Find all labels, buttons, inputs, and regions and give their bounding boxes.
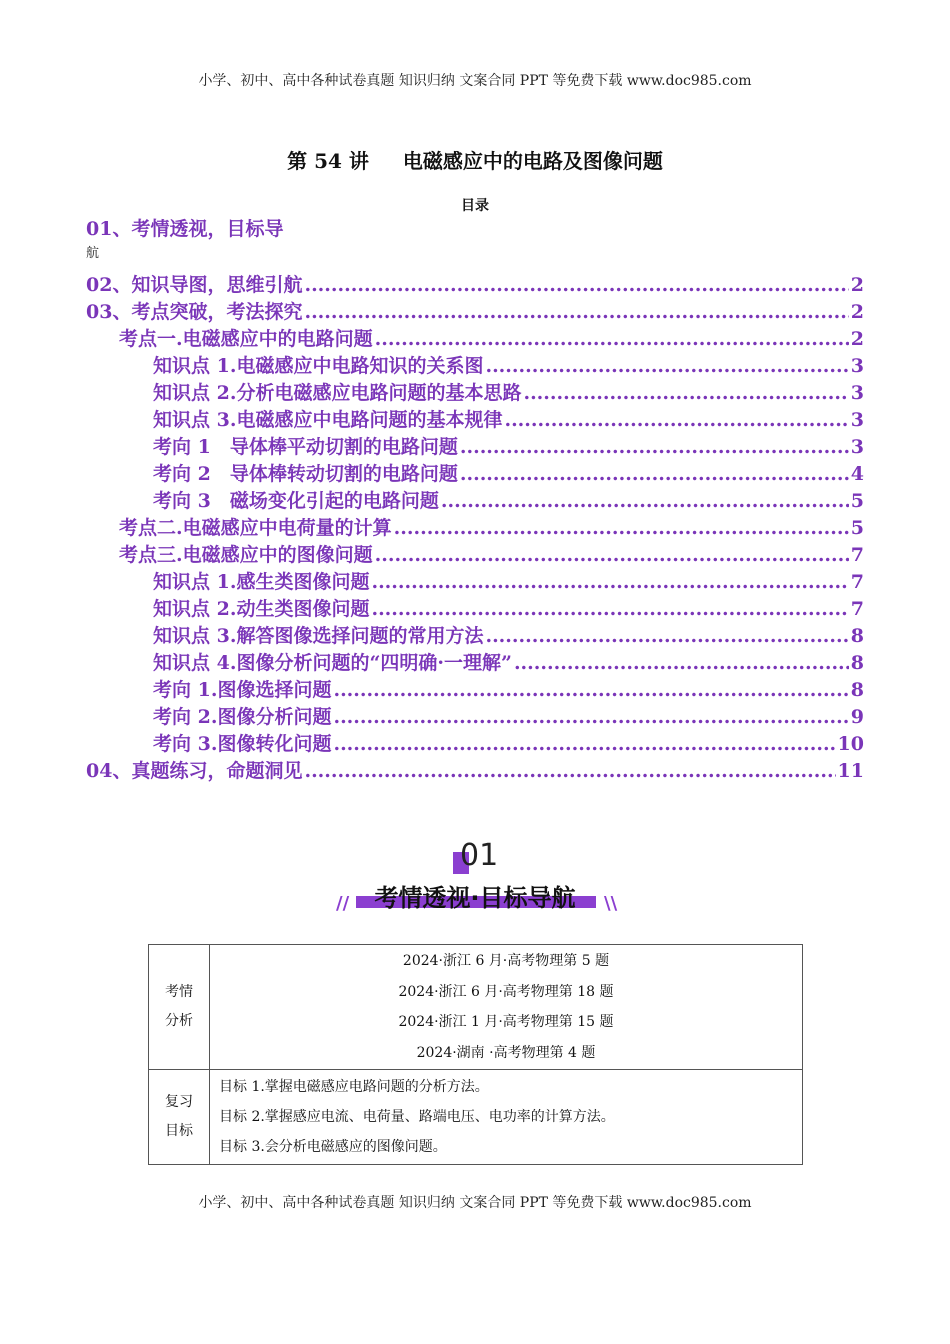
- goal-item: 目标 3.会分析电磁感应的图像问题。: [219, 1139, 447, 1155]
- section-number: 01: [460, 838, 499, 873]
- section-slash-left: //: [336, 893, 350, 914]
- toc-entry[interactable]: [86, 378, 864, 405]
- toc-entry-01[interactable]: 01、考情透视，目标导: [86, 218, 284, 240]
- toc-entry-page: 7: [850, 544, 864, 566]
- toc-entry-text: 知识点 2.动生类图像问题: [153, 598, 370, 620]
- page-header-note: 小学、初中、高中各种试卷真题 知识归纳 文案合同 PPT 等免费下载 www.doc985.com: [198, 73, 752, 89]
- goals-row: [149, 1070, 803, 1165]
- toc-entry-text: 考向 1 导体棒平动切割的电路问题: [153, 436, 458, 458]
- goals-label-line: 目标: [165, 1123, 193, 1139]
- toc-entry-page: 4: [850, 463, 864, 485]
- analysis-row: [149, 945, 803, 1070]
- toc-entry[interactable]: [86, 270, 864, 297]
- lecture-number: 第 54 讲: [287, 149, 369, 173]
- toc-entry-01-tail: 航: [86, 246, 100, 261]
- toc-entry[interactable]: [86, 621, 864, 648]
- toc-entry-page: 5: [850, 517, 864, 539]
- toc-entry-page: 3: [850, 409, 864, 431]
- toc-entry[interactable]: [86, 432, 864, 459]
- toc-entry[interactable]: [86, 675, 864, 702]
- toc-entry-page: 5: [850, 490, 864, 512]
- analysis-item: 2024·浙江 1 月·高考物理第 15 题: [398, 1014, 614, 1030]
- toc-entry-page: 9: [850, 706, 864, 728]
- toc-entry-page: 8: [850, 652, 864, 674]
- toc-entry[interactable]: [86, 648, 864, 675]
- toc-entry-page: 3: [850, 355, 864, 377]
- goals-label: [149, 1070, 210, 1165]
- toc-entry-text: 知识点 1.电磁感应中电路知识的关系图: [153, 355, 484, 377]
- toc-entry-text: 考向 3.图像转化问题: [153, 733, 332, 755]
- analysis-label-line: 考情: [165, 984, 193, 1000]
- toc-entry-text: 03、考点突破，考法探究: [86, 301, 303, 323]
- toc-entry[interactable]: [86, 729, 864, 756]
- toc-entry[interactable]: [86, 567, 864, 594]
- analysis-items: [210, 945, 803, 1070]
- analysis-label-line: 分析: [165, 1013, 193, 1029]
- toc-entry[interactable]: [86, 486, 864, 513]
- toc-entry[interactable]: [86, 459, 864, 486]
- toc-list: [86, 270, 864, 783]
- analysis-item: 2024·浙江 6 月·高考物理第 5 题: [402, 953, 610, 969]
- toc-entry-page: 3: [850, 382, 864, 404]
- toc-entry-page: 7: [850, 571, 864, 593]
- toc-entry-text: 04、真题练习，命题洞见: [86, 760, 303, 782]
- toc-entry-text: 02、知识导图，思维引航: [86, 274, 303, 296]
- toc-entry-page: 3: [850, 436, 864, 458]
- toc-entry-page: 2: [850, 274, 864, 296]
- toc-entry-text: 知识点 4.图像分析问题的“四明确·一理解”: [153, 652, 512, 674]
- toc-entry[interactable]: [86, 324, 864, 351]
- goals-label-line: 复习: [165, 1094, 193, 1110]
- toc-entry[interactable]: [86, 513, 864, 540]
- toc-entry-text: 考向 1.图像选择问题: [153, 679, 332, 701]
- toc-entry[interactable]: [86, 756, 864, 783]
- section-title: 考情透视·目标导航: [374, 884, 576, 912]
- goals-items: [210, 1070, 803, 1165]
- toc-entry-page: 2: [850, 301, 864, 323]
- toc-entry-text: 考向 3 磁场变化引起的电路问题: [153, 490, 439, 512]
- toc-entry-page: 11: [837, 760, 864, 782]
- toc-entry-text: 考点三.电磁感应中的图像问题: [119, 544, 373, 566]
- toc-entry-text: 知识点 2.分析电磁感应电路问题的基本思路: [153, 382, 522, 404]
- toc-entry-text: 考点一.电磁感应中的电路问题: [119, 328, 373, 350]
- toc-entry-text: 知识点 1.感生类图像问题: [153, 571, 370, 593]
- toc-entry-text: 知识点 3.解答图像选择问题的常用方法: [153, 625, 484, 647]
- toc-entry[interactable]: [86, 594, 864, 621]
- toc-entry-page: 2: [850, 328, 864, 350]
- goal-item: 目标 2.掌握感应电流、电荷量、路端电压、电功率的计算方法。: [219, 1109, 615, 1125]
- page-footer-note: 小学、初中、高中各种试卷真题 知识归纳 文案合同 PPT 等免费下载 www.doc985.com: [198, 1195, 752, 1211]
- toc-entry[interactable]: [86, 297, 864, 324]
- toc-entry-text: 考向 2.图像分析问题: [153, 706, 332, 728]
- document-title: [0, 145, 950, 174]
- toc-heading: 目录: [461, 198, 489, 214]
- goal-item: 目标 1.掌握电磁感应电路问题的分析方法。: [219, 1079, 489, 1095]
- toc-entry-text: 考点二.电磁感应中电荷量的计算: [119, 517, 392, 539]
- toc-entry-text: 考向 2 导体棒转动切割的电路问题: [153, 463, 458, 485]
- exam-analysis-table: [148, 944, 803, 1165]
- toc-entry-page: 8: [850, 679, 864, 701]
- toc-entry-page: 8: [850, 625, 864, 647]
- toc-entry-page: 7: [850, 598, 864, 620]
- analysis-item: 2024·湖南 ·高考物理第 4 题: [416, 1044, 596, 1061]
- section-slash-right: \\: [604, 893, 618, 914]
- toc-entry[interactable]: [86, 702, 864, 729]
- lecture-topic: 电磁感应中的电路及图像问题: [402, 149, 663, 173]
- toc-entry[interactable]: [86, 351, 864, 378]
- toc-entry[interactable]: [86, 405, 864, 432]
- toc-entry[interactable]: [86, 540, 864, 567]
- toc-entry-text: 知识点 3.电磁感应中电路问题的基本规律: [153, 409, 503, 431]
- analysis-label: [149, 945, 210, 1070]
- toc-entry-page: 10: [837, 733, 864, 755]
- analysis-item: 2024·浙江 6 月·高考物理第 18 题: [398, 983, 614, 1000]
